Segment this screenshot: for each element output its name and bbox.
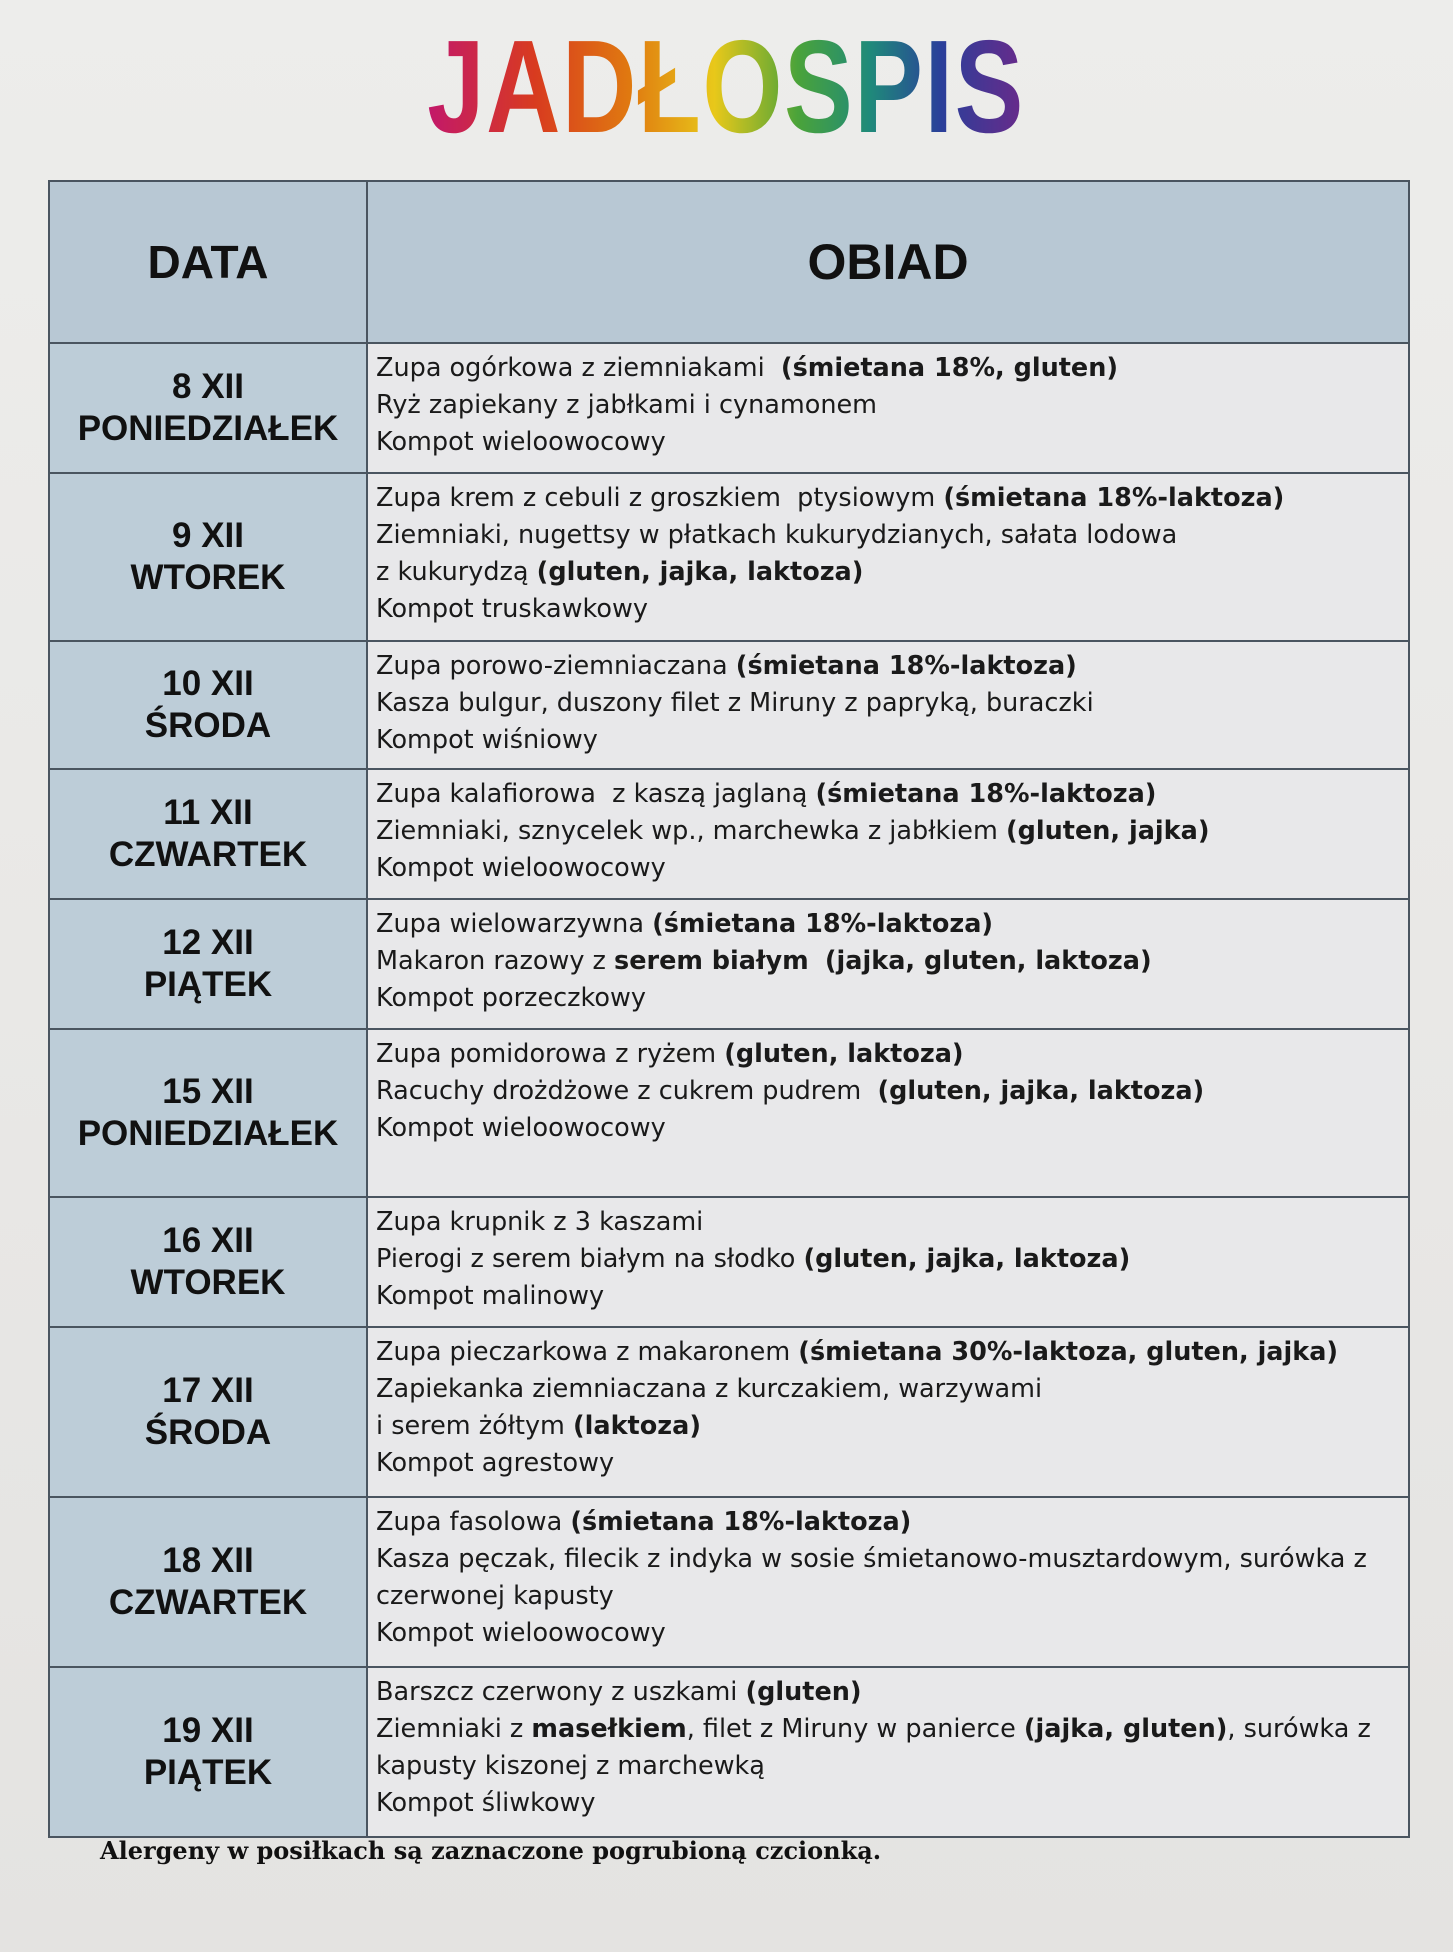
table-row: [49, 641, 1409, 769]
allergen-text: (śmietana 18%-laktoza): [815, 779, 1157, 809]
dish-text: Zupa pieczarkowa z makaronem: [376, 1337, 799, 1367]
dish-line: [376, 1334, 1400, 1371]
allergen-text: (laktoza): [573, 1411, 701, 1441]
allergen-text: masełkiem: [531, 1714, 687, 1744]
dish-text: Kompot wieloowocowy: [376, 1618, 666, 1648]
dish-text: Kompot wiśniowy: [376, 725, 598, 755]
date-cell: [49, 1667, 367, 1837]
dish-text: Kompot porzeczkowy: [376, 983, 646, 1013]
dish-text: , surówka z: [1227, 1714, 1371, 1744]
dish-text: Ryż zapiekany z jabłkami i cynamonem: [376, 390, 878, 420]
allergen-text: serem białym: [614, 946, 809, 976]
dish-text: Pierogi z serem białym na słodko: [376, 1244, 804, 1274]
allergen-text: (śmietana 18%-laktoza): [570, 1507, 912, 1537]
dish-text: Barszcz czerwony z uszkami: [376, 1677, 746, 1707]
weekday-label: PIĄTEK: [143, 965, 273, 1004]
dishes-cell: [367, 1197, 1409, 1327]
dish-line: [376, 1073, 1400, 1110]
weekday-label: CZWARTEK: [108, 835, 308, 874]
date-cell: [49, 1197, 367, 1327]
allergen-text: (śmietana 18%-laktoza): [652, 909, 994, 939]
dish-line: [376, 387, 1400, 424]
dish-text: Ziemniaki, sznycelek wp., marchewka z jabłkiem: [376, 816, 1006, 846]
date-label: 12 XII: [162, 923, 254, 962]
dishes-cell: [367, 1667, 1409, 1837]
dishes-cell: [367, 1029, 1409, 1197]
dish-text: i serem żółtym: [376, 1411, 573, 1441]
dish-line: [376, 1408, 1400, 1445]
table-row: [49, 343, 1409, 473]
date-cell: [49, 769, 367, 899]
table-row: [49, 473, 1409, 641]
date-cell: [49, 1029, 367, 1197]
dish-text: Zupa krem z cebuli z groszkiem ptysiowym: [376, 483, 944, 513]
allergen-text: (gluten): [745, 1677, 862, 1707]
dish-text: Makaron razowy z: [376, 946, 615, 976]
dish-line: [376, 1278, 1400, 1315]
date-cell: [49, 899, 367, 1029]
dish-text: Zapiekanka ziemniaczana z kurczakiem, warzywami: [376, 1374, 1043, 1404]
dish-line: [376, 1241, 1400, 1278]
date-label: 17 XII: [162, 1371, 254, 1410]
date-label: 19 XII: [162, 1711, 254, 1750]
allergen-text: (gluten, jajka, laktoza): [803, 1244, 1131, 1274]
date-label: 18 XII: [162, 1541, 254, 1580]
weekday-label: WTOREK: [130, 558, 286, 597]
dish-line: [376, 350, 1400, 387]
dish-line: [376, 554, 1400, 591]
dish-line: [376, 813, 1400, 850]
dish-text: Zupa kalafiorowa z kaszą jaglaną: [376, 779, 816, 809]
dish-line: [376, 591, 1400, 628]
dishes-cell: [367, 899, 1409, 1029]
dish-line: [376, 480, 1400, 517]
dish-line: [376, 517, 1400, 554]
dish-text: czerwonej kapusty: [376, 1581, 614, 1611]
allergen-text: (gluten, laktoza): [724, 1039, 964, 1069]
dish-text: Zupa porowo-ziemniaczana: [376, 651, 736, 681]
dish-line: [376, 980, 1400, 1017]
dish-line: [376, 1504, 1400, 1541]
dish-text: Zupa ogórkowa z ziemniakami: [376, 353, 781, 383]
dish-line: [376, 424, 1400, 461]
dish-line: [376, 722, 1400, 759]
allergen-text: (śmietana 18%-laktoza): [735, 651, 1077, 681]
allergen-text: (śmietana 18%-laktoza): [943, 483, 1285, 513]
date-cell: [49, 641, 367, 769]
dish-text: Kompot wieloowocowy: [376, 853, 666, 883]
dish-text: Kasza bulgur, duszony filet z Miruny z papryką, buraczki: [376, 688, 1094, 718]
dish-line: [376, 1445, 1400, 1482]
weekday-label: PIĄTEK: [143, 1753, 273, 1792]
header-lunch: OBIAD: [367, 181, 1409, 343]
allergen-text: (jajka, gluten): [1023, 1714, 1228, 1744]
table-row: [49, 1029, 1409, 1197]
dishes-cell: [367, 473, 1409, 641]
dish-line: [376, 1110, 1400, 1147]
dish-line: [376, 1578, 1400, 1615]
allergen-text: (jajka, gluten, laktoza): [824, 946, 1152, 976]
dish-text: z kukurydzą: [376, 557, 537, 587]
dish-text: [809, 946, 825, 976]
weekday-label: ŚRODA: [144, 1413, 272, 1452]
header-date: DATA: [49, 181, 367, 343]
dish-line: [376, 1615, 1400, 1652]
dish-text: Kompot wieloowocowy: [376, 1113, 666, 1143]
dish-text: Zupa krupnik z 3 kaszami: [376, 1207, 704, 1237]
dish-text: Racuchy drożdżowe z cukrem pudrem: [376, 1076, 878, 1106]
menu-table: [48, 180, 1410, 1838]
table-row: [49, 1197, 1409, 1327]
dish-text: Kompot śliwkowy: [376, 1788, 596, 1818]
date-label: 15 XII: [162, 1072, 254, 1111]
dish-line: [376, 1204, 1400, 1241]
dishes-cell: [367, 1327, 1409, 1497]
table-header-row: [49, 181, 1409, 343]
dish-text: Zupa fasolowa: [376, 1507, 571, 1537]
dish-line: [376, 685, 1400, 722]
date-cell: [49, 1327, 367, 1497]
allergen-text: (gluten, jajka, laktoza): [877, 1076, 1205, 1106]
date-label: 16 XII: [162, 1221, 254, 1260]
dish-text: Kompot wieloowocowy: [376, 427, 666, 457]
dish-line: [376, 648, 1400, 685]
menu-title-text: JADŁOSPIS: [427, 13, 1026, 160]
dish-line: [376, 1711, 1400, 1748]
dish-line: [376, 906, 1400, 943]
allergen-footnote: Alergeny w posiłkach są zaznaczone pogrubioną czcionką.: [100, 1836, 882, 1865]
table-row: [49, 1497, 1409, 1667]
allergen-text: (gluten, jajka): [1005, 816, 1210, 846]
dish-text: Kompot malinowy: [376, 1281, 605, 1311]
date-label: 10 XII: [162, 664, 254, 703]
dish-line: [376, 850, 1400, 887]
date-label: 9 XII: [172, 516, 244, 555]
table-row: [49, 1667, 1409, 1837]
allergen-text: (śmietana 18%, gluten): [780, 353, 1119, 383]
dishes-cell: [367, 641, 1409, 769]
date-label: 11 XII: [163, 793, 253, 832]
dishes-cell: [367, 1497, 1409, 1667]
weekday-label: ŚRODA: [144, 706, 272, 745]
dish-text: Kasza pęczak, filecik z indyka w sosie śmietanowo-musztardowym, surówka z: [376, 1544, 1367, 1574]
dish-line: [376, 1785, 1400, 1822]
date-label: 8 XII: [172, 367, 244, 406]
dish-text: Ziemniaki, nugettsy w płatkach kukurydzianych, sałata lodowa: [376, 520, 1178, 550]
menu-title: [0, 12, 1453, 162]
date-cell: [49, 343, 367, 473]
dish-text: Zupa wielowarzywna: [376, 909, 653, 939]
dish-text: Kompot truskawkowy: [376, 594, 648, 624]
date-cell: [49, 1497, 367, 1667]
dishes-cell: [367, 343, 1409, 473]
dish-text: Ziemniaki z: [376, 1714, 532, 1744]
dish-line: [376, 1036, 1400, 1073]
dish-text: Kompot agrestowy: [376, 1448, 615, 1478]
dish-line: [376, 1371, 1400, 1408]
weekday-label: PONIEDZIAŁEK: [77, 409, 339, 448]
weekday-label: WTOREK: [130, 1263, 286, 1302]
allergen-text: (śmietana 30%-laktoza, gluten, jajka): [798, 1337, 1339, 1367]
dish-line: [376, 943, 1400, 980]
dish-text: kapusty kiszonej z marchewką: [376, 1751, 765, 1781]
dish-text: , filet z Miruny w panierce: [686, 1714, 1024, 1744]
table-row: [49, 769, 1409, 899]
table-row: [49, 899, 1409, 1029]
date-cell: [49, 473, 367, 641]
dishes-cell: [367, 769, 1409, 899]
dish-line: [376, 1674, 1400, 1711]
allergen-text: (gluten, jajka, laktoza): [536, 557, 864, 587]
table-row: [49, 1327, 1409, 1497]
dish-text: Zupa pomidorowa z ryżem: [376, 1039, 725, 1069]
weekday-label: CZWARTEK: [108, 1583, 308, 1622]
weekday-label: PONIEDZIAŁEK: [77, 1114, 339, 1153]
dish-line: [376, 1541, 1400, 1578]
dish-line: [376, 1748, 1400, 1785]
dish-line: [376, 776, 1400, 813]
